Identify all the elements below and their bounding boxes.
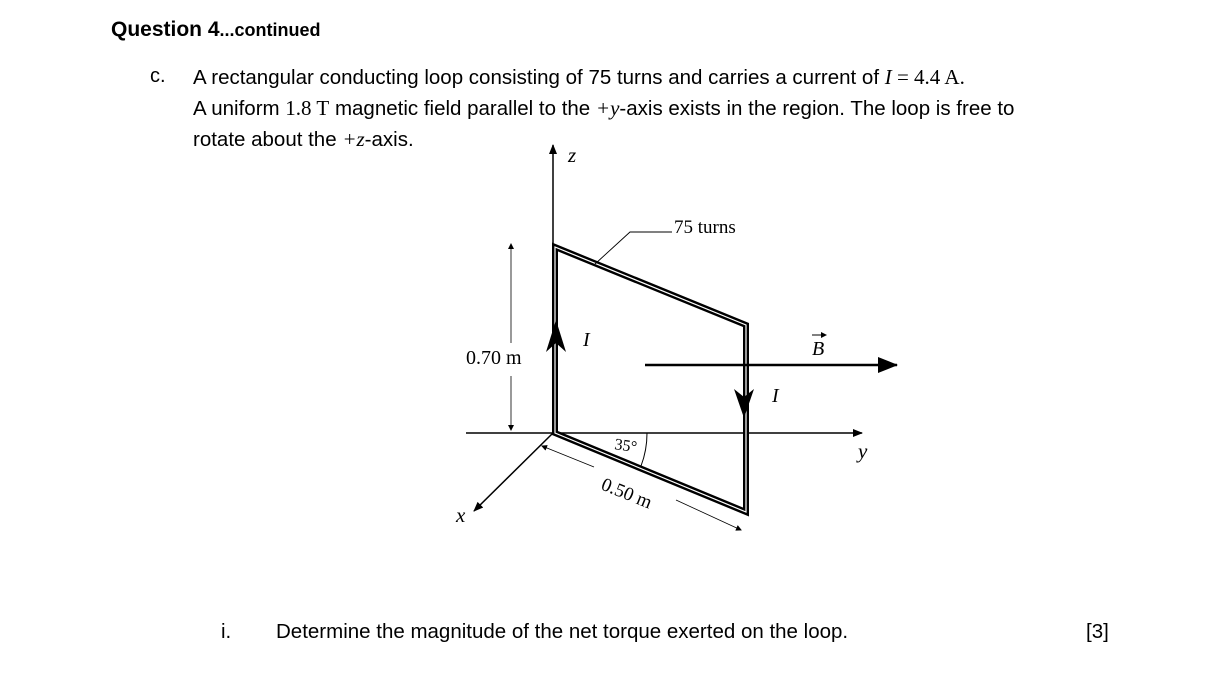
turns-label: 75 turns	[674, 217, 736, 238]
current-label-right: I	[772, 385, 779, 407]
part-i-label: i.	[221, 620, 232, 643]
z-axis-label: z	[568, 143, 577, 167]
y-axis-ref: +y	[595, 96, 620, 120]
part-i-question: Determine the magnitude of the net torque exerted on the loop.	[276, 620, 849, 643]
z-axis-ref: +z	[342, 127, 365, 151]
y-axis-label: y	[858, 439, 868, 463]
line3-text-b: -axis.	[364, 128, 414, 151]
question-continued: ...continued	[219, 20, 321, 40]
question-title: Question 4	[111, 18, 220, 41]
x-axis	[474, 433, 553, 511]
angle-label: 35°	[613, 436, 638, 457]
part-i-marks: [3]	[1086, 620, 1109, 643]
angle-arc	[641, 433, 647, 466]
width-label: 0.50 m	[598, 474, 655, 514]
line2-text-b: magnetic field parallel to the	[329, 97, 596, 120]
part-c-label: c.	[150, 65, 166, 87]
field-value: 1.8 T	[285, 96, 330, 120]
field-label: B	[812, 338, 825, 360]
line2-text-a: A uniform	[193, 97, 286, 120]
line1-text: A rectangular conducting loop consisting of 75 turns and carries a current of	[193, 66, 885, 89]
line2-text-c: -axis exists in the region. The loop is free to	[619, 97, 1015, 120]
height-label: 0.70 m	[466, 347, 522, 369]
field-arrowhead	[878, 357, 898, 373]
line3-text-a: rotate about the	[193, 128, 343, 151]
x-axis-label: x	[456, 503, 466, 527]
current-value: = 4.4 A.	[891, 65, 965, 89]
turns-leader	[595, 232, 672, 264]
current-label-left: I	[583, 329, 590, 351]
current-symbol: I	[884, 65, 892, 89]
